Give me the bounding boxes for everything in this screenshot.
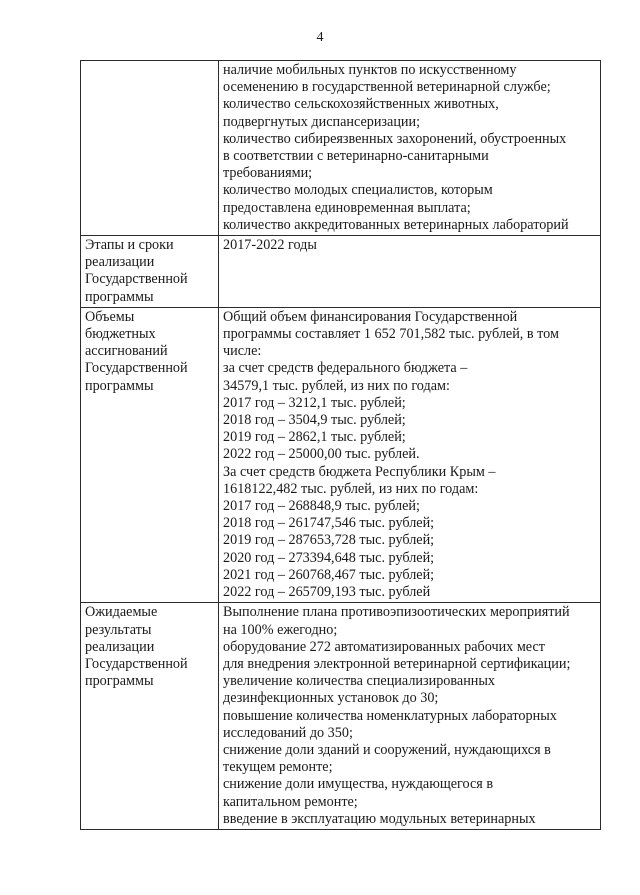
value-cell bbox=[219, 603, 601, 830]
label-line: реализации bbox=[85, 254, 155, 271]
value-line: Общий объем финансирования Государственной bbox=[223, 308, 518, 325]
value-line: 34579,1 тыс. рублей, из них по годам: bbox=[223, 377, 450, 394]
label-line: Объемы bbox=[85, 308, 135, 325]
value-line: осеменению в государственной ветеринарной службе; bbox=[223, 79, 551, 96]
row-budget-allocations bbox=[81, 307, 601, 602]
value-line: предоставлена единовременная выплата; bbox=[223, 199, 471, 216]
value-line: числе: bbox=[223, 343, 262, 360]
label-line: программы bbox=[85, 673, 154, 690]
value-line: 2021 год – 260768,467 тыс. рублей; bbox=[223, 566, 435, 583]
value-line: в соответствии с ветеринарно-санитарными bbox=[223, 148, 489, 165]
value-line: 1618122,482 тыс. рублей, из них по годам: bbox=[223, 480, 479, 497]
label-line: ассигнований bbox=[85, 343, 168, 360]
value-line: исследований до 350; bbox=[223, 724, 353, 741]
row-indicators-continued bbox=[81, 61, 601, 236]
value-line: количество аккредитованных ветеринарных лабораторий bbox=[223, 216, 569, 233]
value-line: программы составляет 1 652 701,582 тыс. рублей, в том bbox=[223, 326, 559, 343]
value-line: 2018 год – 261747,546 тыс. рублей; bbox=[223, 515, 435, 532]
value-line: для внедрения электронной ветеринарной сертификации; bbox=[223, 655, 571, 672]
label-cell bbox=[81, 307, 219, 602]
label-cell bbox=[81, 603, 219, 830]
value-line: введение в эксплуатацию модульных ветеринарных bbox=[223, 810, 536, 827]
label-line: программы bbox=[85, 288, 154, 305]
label-line: Государственной bbox=[85, 360, 188, 377]
value-line: текущем ремонте; bbox=[223, 759, 333, 776]
value-line: наличие мобильных пунктов по искусственному bbox=[223, 62, 517, 78]
label-line: Этапы и сроки bbox=[85, 237, 174, 254]
label-cell bbox=[81, 236, 219, 308]
program-passport-table bbox=[80, 60, 601, 830]
value-line: повышение количества номенклатурных лабораторных bbox=[223, 707, 557, 724]
value-line: количество сельскохозяйственных животных, bbox=[223, 96, 499, 113]
value-cell bbox=[219, 61, 601, 236]
value-line: за счет средств федерального бюджета – bbox=[223, 360, 468, 377]
value-line: подвергнутых диспансеризации; bbox=[223, 113, 421, 130]
value-line: требованиями; bbox=[223, 165, 313, 182]
value-line: 2019 год – 2862,1 тыс. рублей; bbox=[223, 429, 406, 446]
value-line: 2022 год – 25000,00 тыс. рублей. bbox=[223, 446, 420, 463]
value-line: количество сибиреязвенных захоронений, обустроенных bbox=[223, 130, 567, 147]
label-line: бюджетных bbox=[85, 326, 156, 343]
value-line: За счет средств бюджета Республики Крым – bbox=[223, 463, 496, 480]
value-line: 2022 год – 265709,193 тыс. рублей bbox=[223, 584, 431, 601]
value-line: дезинфекционных установок до 30; bbox=[223, 690, 439, 707]
value-line: 2019 год – 287653,728 тыс. рублей; bbox=[223, 532, 435, 549]
value-line: капитальном ремонте; bbox=[223, 793, 358, 810]
value-line: увеличение количества специализированных bbox=[223, 673, 496, 690]
value-line: Выполнение плана противоэпизоотических мероприятий bbox=[223, 604, 570, 621]
value-line: снижение доли имущества, нуждающегося в bbox=[223, 776, 494, 793]
value-line: 2017 год – 268848,9 тыс. рублей; bbox=[223, 498, 420, 515]
label-cell bbox=[81, 61, 219, 236]
label-line: Государственной bbox=[85, 655, 188, 672]
label-line: программы bbox=[85, 377, 154, 394]
value-line: 2017 год – 3212,1 тыс. рублей; bbox=[223, 394, 406, 411]
label-line: реализации bbox=[85, 638, 155, 655]
value-line: оборудование 272 автоматизированных рабочих мест bbox=[223, 638, 545, 655]
label-line: Государственной bbox=[85, 271, 188, 288]
value-line: 2018 год – 3504,9 тыс. рублей; bbox=[223, 412, 406, 429]
value-line: количество молодых специалистов, которым bbox=[223, 182, 493, 199]
value-line: на 100% ежегодно; bbox=[223, 621, 338, 638]
value-cell bbox=[219, 307, 601, 602]
value-line: 2020 год – 273394,648 тыс. рублей; bbox=[223, 549, 435, 566]
value-line: снижение доли зданий и сооружений, нуждающихся в bbox=[223, 741, 551, 758]
value-cell bbox=[219, 236, 601, 308]
label-line: Ожидаемые bbox=[85, 604, 158, 621]
label-line: результаты bbox=[85, 621, 152, 638]
value-line: 2017-2022 годы bbox=[223, 237, 317, 254]
page-number: 4 bbox=[316, 30, 324, 45]
row-stages-and-terms bbox=[81, 236, 601, 308]
row-expected-results bbox=[81, 603, 601, 830]
